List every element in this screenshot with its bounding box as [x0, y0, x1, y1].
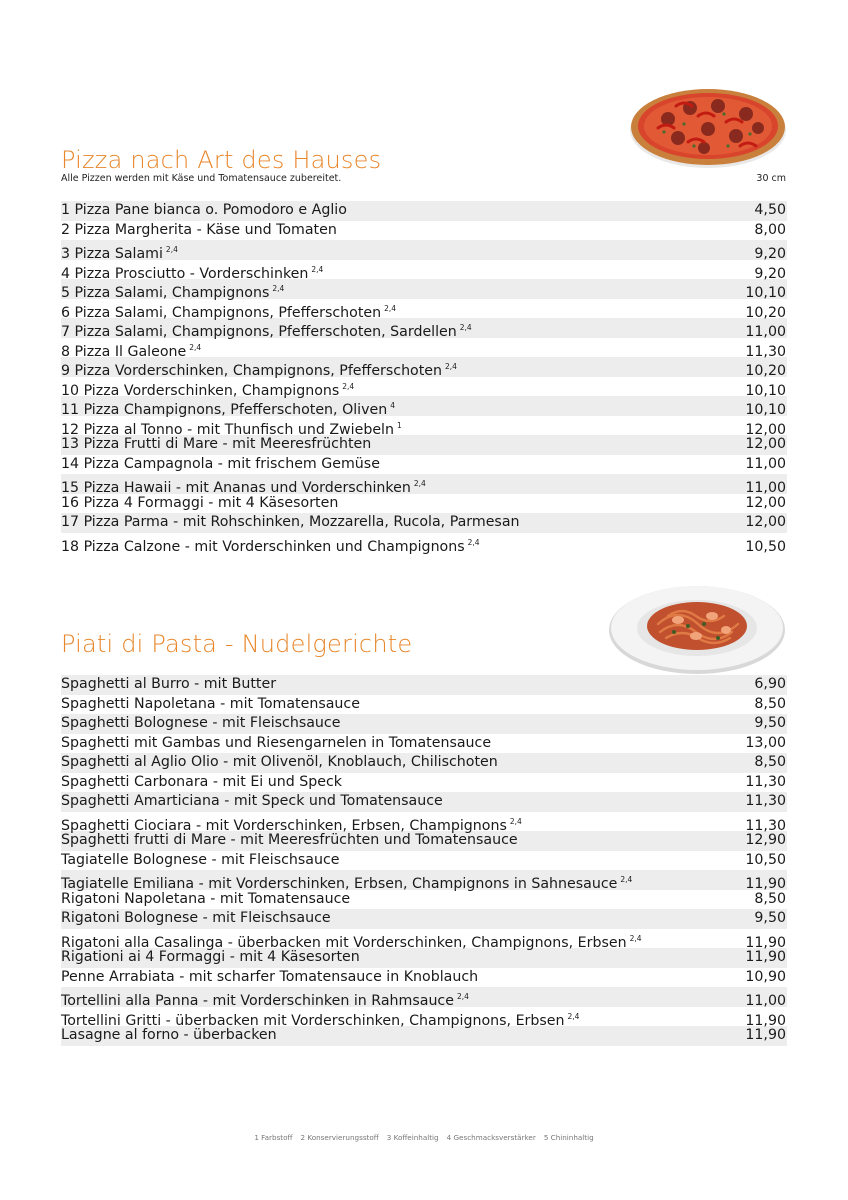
pasta-item-price: 8,50: [754, 890, 786, 907]
pasta-item-name: [61, 831, 518, 851]
pizza-menu-item: [61, 299, 787, 319]
allergen-footnote-ref: 2,4: [445, 362, 457, 371]
pasta-item-price: 11,30: [745, 793, 786, 809]
pasta-menu-item: [61, 714, 787, 734]
pasta-item-name: [61, 792, 443, 812]
item-name-text: Rigatoni alla Casalinga - überbacken mit Vorderschinken, Champignons, Erbsen: [61, 934, 627, 951]
pasta-item-name: [61, 890, 350, 910]
pizza-item-price: 4,50: [754, 202, 786, 218]
item-name-text: 12 Pizza al Tonno - mit Thunfisch und Zwiebeln: [61, 421, 394, 438]
pizza-item-price: 10,10: [745, 285, 786, 301]
allergen-footnote-ref: 2,4: [620, 875, 633, 884]
pasta-item-price: 11,90: [745, 1027, 786, 1043]
item-name-text: 4 Pizza Prosciutto - Vorderschinken: [61, 265, 309, 282]
pizza-menu-item: [61, 455, 787, 475]
pizza-menu-item: [61, 396, 787, 416]
item-name-text: Tagiatelle Emiliana - mit Vorderschinken, Erbsen, Champignons in Sahnesauce: [61, 876, 618, 892]
pasta-item-price: 8,50: [754, 754, 786, 770]
pasta-item-price: 10,50: [745, 851, 786, 868]
pizza-menu-item: [61, 435, 787, 455]
pasta-menu-item: [61, 851, 787, 871]
pizza-item-price: 10,10: [745, 382, 786, 399]
pasta-item-name: [61, 1026, 277, 1046]
pizza-menu-item: [61, 474, 787, 494]
item-name-text: 13 Pizza Frutti di Mare - mit Meeresfrüchten: [61, 436, 372, 452]
pasta-item-price: 6,90: [754, 676, 786, 692]
pasta-item-name: [61, 714, 340, 734]
pizza-menu-item: [61, 221, 787, 241]
pizza-item-price: 10,50: [745, 538, 786, 555]
item-name-text: 10 Pizza Vorderschinken, Champignons: [61, 382, 340, 399]
footnote-item: 5 Chininhaltig: [543, 1133, 594, 1142]
footnote-item: 3 Koffeinhaltig: [386, 1133, 439, 1142]
pasta-menu-item: [61, 773, 787, 793]
allergen-footnote-ref: 2,4: [342, 381, 355, 391]
footnote-item: 1 Farbstoff: [254, 1133, 293, 1142]
item-name-text: 16 Pizza 4 Formaggi - mit 4 Käsesorten: [61, 494, 339, 511]
pasta-menu-item: [61, 968, 787, 988]
pasta-item-name: [61, 675, 276, 695]
pasta-item-name: [61, 695, 360, 715]
item-name-text: 15 Pizza Hawaii - mit Ananas und Vorderschinken: [61, 480, 411, 496]
footnote-item: 4 Geschmacksverstärker: [446, 1133, 536, 1142]
pizza-item-price: 12,00: [745, 421, 786, 438]
pizza-item-price: 9,20: [754, 246, 786, 262]
pasta-item-price: 11,90: [745, 876, 786, 892]
allergen-footnote-ref: 2,4: [165, 245, 178, 254]
pasta-item-name: [61, 734, 491, 754]
pizza-menu-item: [61, 513, 787, 533]
allergen-footnote-ref: 2,4: [311, 264, 324, 274]
item-name-text: 7 Pizza Salami, Champignons, Pfefferschoten, Sardellen: [61, 324, 457, 340]
pizza-item-price: 11,30: [745, 343, 786, 360]
pasta-item-price: 9,50: [754, 715, 786, 731]
pasta-item-name: [61, 909, 331, 929]
item-name-text: Spaghetti Carbonara - mit Ei und Speck: [61, 773, 342, 790]
item-name-text: Rigatoni Bolognese - mit Fleischsauce: [61, 910, 331, 926]
item-name-text: 14 Pizza Campagnola - mit frischem Gemüse: [61, 455, 380, 472]
pasta-section-title: Piati di Pasta - Nudelgerichte: [61, 630, 413, 658]
pizza-menu-item: [61, 416, 787, 436]
item-name-text: Rigatoni Napoletana - mit Tomatensauce: [61, 890, 351, 907]
allergen-footnote-ref: 4: [390, 401, 396, 410]
pasta-menu-item: [61, 792, 787, 812]
allergen-footnotes: [0, 1133, 848, 1142]
pasta-item-price: 9,50: [754, 910, 786, 926]
pizza-item-price: 12,00: [745, 436, 786, 452]
pizza-item-name: [61, 455, 380, 475]
pasta-menu-item: [61, 870, 787, 890]
allergen-footnote-ref: 2,4: [272, 284, 285, 293]
pizza-item-price: 8,00: [754, 221, 786, 238]
pasta-menu-item: [61, 753, 787, 773]
item-name-text: Tagiatelle Bolognese - mit Fleischsauce: [61, 851, 340, 868]
pizza-item-name: [61, 494, 338, 514]
item-name-text: 9 Pizza Vorderschinken, Champignons, Pfefferschoten: [61, 363, 443, 379]
pasta-menu-item: [61, 812, 787, 832]
item-name-text: 1 Pizza Pane bianca o. Pomodoro e Aglio: [61, 202, 347, 218]
item-name-text: Spaghetti mit Gambas und Riesengarnelen in Tomatensauce: [61, 734, 492, 751]
item-name-text: Spaghetti al Burro - mit Butter: [61, 676, 277, 692]
pizza-item-price: 10,20: [745, 304, 786, 321]
footnote-item: 2 Konservierungsstoff: [300, 1133, 379, 1142]
pasta-item-price: 11,00: [745, 993, 786, 1009]
pasta-item-price: 11,30: [745, 817, 786, 834]
pasta-menu-item: [61, 831, 787, 851]
pizza-item-price: 11,00: [745, 480, 786, 496]
pizza-item-price: 9,20: [754, 265, 786, 282]
pizza-item-price: 10,20: [745, 363, 786, 379]
pasta-item-name: [61, 968, 478, 988]
item-name-text: Penne Arrabiata - mit scharfer Tomatensauce in Knoblauch: [61, 968, 479, 985]
allergen-footnote-ref: 2,4: [413, 479, 426, 488]
pasta-item-price: 10,90: [745, 968, 786, 985]
pizza-menu-item: [61, 240, 787, 260]
item-name-text: Spaghetti frutti di Mare - mit Meeresfrüchten und Tomatensauce: [61, 832, 518, 848]
pizza-item-price: 12,00: [745, 494, 786, 511]
item-name-text: 17 Pizza Parma - mit Rohschinken, Mozzarella, Rucola, Parmesan: [61, 514, 520, 530]
allergen-footnote-ref: 2,4: [456, 992, 469, 1001]
pasta-item-price: 11,30: [745, 773, 786, 790]
item-name-text: 6 Pizza Salami, Champignons, Pfefferschoten: [61, 304, 382, 321]
pizza-section-title: Pizza nach Art des Hauses: [61, 146, 382, 174]
pasta-item-price: 12,90: [745, 832, 786, 848]
pizza-item-price: 10,10: [745, 402, 786, 418]
allergen-footnote-ref: 2,4: [459, 323, 472, 332]
item-name-text: Tortellini alla Panna - mit Vorderschinken in Rahmsauce: [61, 993, 454, 1009]
item-name-text: Spaghetti Amarticiana - mit Speck und Tomatensauce: [61, 793, 443, 809]
pasta-item-name: [61, 773, 342, 793]
pizza-menu-item: [61, 533, 787, 553]
item-name-text: Lasagne al forno - überbacken: [61, 1027, 277, 1043]
allergen-footnote-ref: 2,4: [509, 816, 522, 826]
pasta-item-price: 13,00: [745, 734, 786, 751]
item-name-text: 8 Pizza Il Galeone: [61, 343, 187, 360]
pizza-item-price: 11,00: [745, 324, 786, 340]
pizza-menu-item: [61, 357, 787, 377]
pasta-menu-item: [61, 929, 787, 949]
pizza-menu-item: [61, 279, 787, 299]
pizza-item-name: [61, 221, 337, 241]
item-name-text: Spaghetti Ciociara - mit Vorderschinken, Erbsen, Champignons: [61, 817, 507, 834]
pasta-menu-item: [61, 909, 787, 929]
item-name-text: Spaghetti al Aglio Olio - mit Olivenöl, Knoblauch, Chilischoten: [61, 754, 498, 770]
allergen-footnote-ref: 2,4: [384, 303, 397, 313]
pasta-menu-item: [61, 987, 787, 1007]
pasta-item-price: 11,90: [745, 949, 786, 965]
allergen-footnote-ref: 2,4: [629, 933, 642, 943]
pizza-item-name: [61, 201, 347, 221]
item-name-text: 2 Pizza Margherita - Käse und Tomaten: [61, 221, 337, 238]
pasta-item-name: [61, 753, 498, 773]
pizza-item-price: 12,00: [745, 514, 786, 530]
item-name-text: 5 Pizza Salami, Champignons: [61, 285, 270, 301]
pasta-menu-item: [61, 675, 787, 695]
item-name-text: Spaghetti Bolognese - mit Fleischsauce: [61, 715, 341, 731]
pasta-item-price: 8,50: [754, 695, 786, 712]
item-name-text: Spaghetti Napoletana - mit Tomatensauce: [61, 695, 360, 712]
pasta-item-price: 11,90: [745, 934, 786, 951]
pasta-menu-item: [61, 1007, 787, 1027]
pasta-item-name: [61, 851, 339, 871]
allergen-footnote-ref: 2,4: [467, 537, 480, 547]
item-name-text: 3 Pizza Salami: [61, 246, 163, 262]
pasta-menu-item: [61, 734, 787, 754]
item-name-text: Rigationi ai 4 Formaggi - mit 4 Käsesorten: [61, 949, 360, 965]
pizza-item-name: [61, 435, 371, 455]
pasta-item-price: 11,90: [745, 1012, 786, 1029]
pizza-subtitle: Alle Pizzen werden mit Käse und Tomatensauce zubereitet.: [61, 173, 342, 184]
allergen-footnote-ref: 2,4: [567, 1011, 580, 1021]
pizza-menu-item: [61, 318, 787, 338]
item-name-text: 11 Pizza Champignons, Pfefferschoten, Oliven: [61, 402, 388, 418]
pizza-menu-item: [61, 260, 787, 280]
pizza-item-price: 11,00: [745, 455, 786, 472]
pizza-image: [628, 84, 788, 170]
pasta-plate-image: [608, 580, 786, 676]
item-name-text: Tortellini Gritti - überbacken mit Vorderschinken, Champignons, Erbsen: [61, 1012, 565, 1029]
pizza-menu-item: [61, 201, 787, 221]
allergen-footnote-ref: 2,4: [189, 342, 202, 352]
pasta-menu-list: [61, 675, 787, 1046]
pizza-item-name: [61, 513, 520, 533]
pizza-item-name: [61, 533, 480, 558]
pizza-size-label: 30 cm: [756, 173, 786, 184]
item-name-text: 18 Pizza Calzone - mit Vorderschinken und Champignons: [61, 538, 465, 555]
pasta-item-name: [61, 948, 360, 968]
allergen-footnote-ref: 1: [397, 420, 402, 430]
pasta-menu-item: [61, 695, 787, 715]
pizza-menu-list: [61, 201, 787, 555]
